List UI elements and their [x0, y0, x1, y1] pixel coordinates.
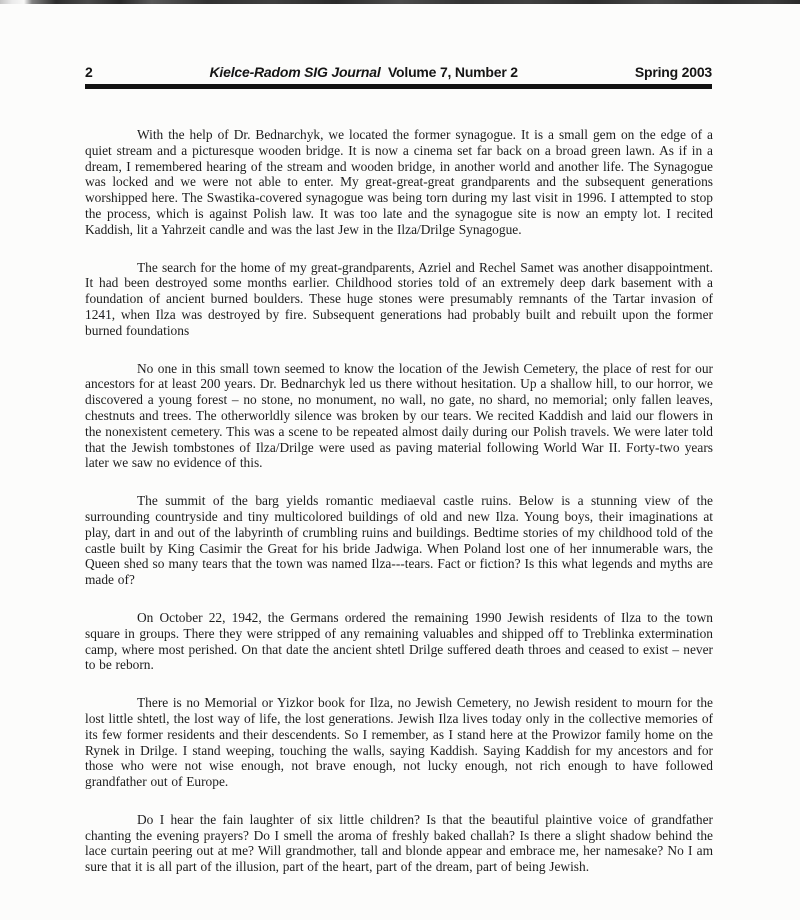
paragraph: On October 22, 1942, the Germans ordered the remaining 1990 Jewish residents of Ilza to the town square in groups. There they were stripped of any remaining valuables and shipped off to Treblinka extermination camp, where most perished. On that date the ancient shtetl Drilge suffered death throes and ceased to exist – never to be reborn. [85, 609, 713, 673]
page-number: 2 [85, 64, 93, 80]
paragraph: No one in this small town seemed to know the location of the Jewish Cemetery, the place of rest for our ancestors for at least 200 years. Dr. Bednarchyk led us there without hesitation. Up a shallow hill, to our horror, we discovered a young forest – no stone, no monument, no wall, no gate, no shard, no memorial; only fallen leaves, chestnuts and trees. The otherworldly silence was broken by our tears. We recited Kaddish and laid our flowers in the nonexistent cemetery. This was a scene to be repeated almost daily during our Polish travels. We were later told that the Jewish tombstones of Ilza/Drilge were used as paving material following World War II. Forty-two years later we saw no evidence of this. [85, 360, 713, 471]
paragraph: The search for the home of my great-grandparents, Azriel and Rechel Samet was another disappointment. It had been destroyed some months earlier. Childhood stories told of an extremely deep dark basement with a foundation of ancient burned boulders. These huge stones were presumably remnants of the Tartar invasion of 1241, when Ilza was destroyed by fire. Subsequent generations had probably built and rebuilt upon the former burned foundations [85, 259, 713, 338]
paragraph: With the help of Dr. Bednarchyk, we located the former synagogue. It is a small gem on the edge of a quiet stream and a picturesque wooden bridge. It is now a cinema set far back on a broad green lawn. As if in a dream, I remembered hearing of the stream and wooden bridge, in another world and another life. The Synagogue was locked and we were not able to enter. My great-great-great grandparents and the subsequent generations worshipped here. The Swastika-covered synagogue was being torn during my last visit in 1996. I attempted to stop the process, which is against Polish law. It was too late and the synagogue site is now an empty lot. I recited Kaddish, lit a Yahrzeit candle and was the last Jew in the Ilza/Drilge Synagogue. [85, 127, 713, 237]
paragraph: There is no Memorial or Yizkor book for Ilza, no Jewish Cemetery, no Jewish resident to mourn for the lost little shtetl, the lost way of life, the lost generations. Jewish Ilza lives today only in the collective memories of its few former residents and their descendents. So I remember, as I stand here at the Prowizor family home on the Rynek in Drilge. I stand weeping, touching the walls, saying Kaddish. Saying Kaddish for my ancestors and for those who were not wise enough, not brave enough, not lucky enough, not rich enough to have followed grandfather out of Europe. [85, 695, 713, 790]
running-title [93, 64, 635, 80]
scan-edge-artifact [0, 0, 800, 4]
article-body [85, 127, 713, 875]
header-rule [85, 84, 712, 89]
paragraph: Do I hear the fain laughter of six little children? Is that the beautiful plaintive voice of grandfather chanting the evening prayers? Do I smell the aroma of freshly baked challah? Is there a slight shadow behind the lace curtain peering out at me? Will grandmother, tall and blonde appear and embrace me, her namesake? No I am sure that it is all part of the illusion, part of the heart, part of the dream, part of being Jewish. [85, 811, 713, 875]
season-label: Spring 2003 [634, 64, 712, 80]
issue-label: Volume 7, Number 2 [387, 64, 518, 80]
page-header [85, 64, 712, 80]
paragraph: The summit of the barg yields romantic mediaeval castle ruins. Below is a stunning view of the surrounding countryside and tiny multicolored buildings of old and new Ilza. Young boys, their imaginations at play, dart in and out of the labyrinth of crumbling ruins and buildings. Bedtime stories of my childhood told of the castle built by King Casimir the Great for his bride Jadwiga. When Poland lost one of her innumerable wars, the Queen shed so many tears that the town was named Ilza---tears. Fact or fiction? Is this what legends and myths are made of? [85, 493, 713, 588]
journal-title: Kielce-Radom SIG Journal [209, 64, 381, 80]
